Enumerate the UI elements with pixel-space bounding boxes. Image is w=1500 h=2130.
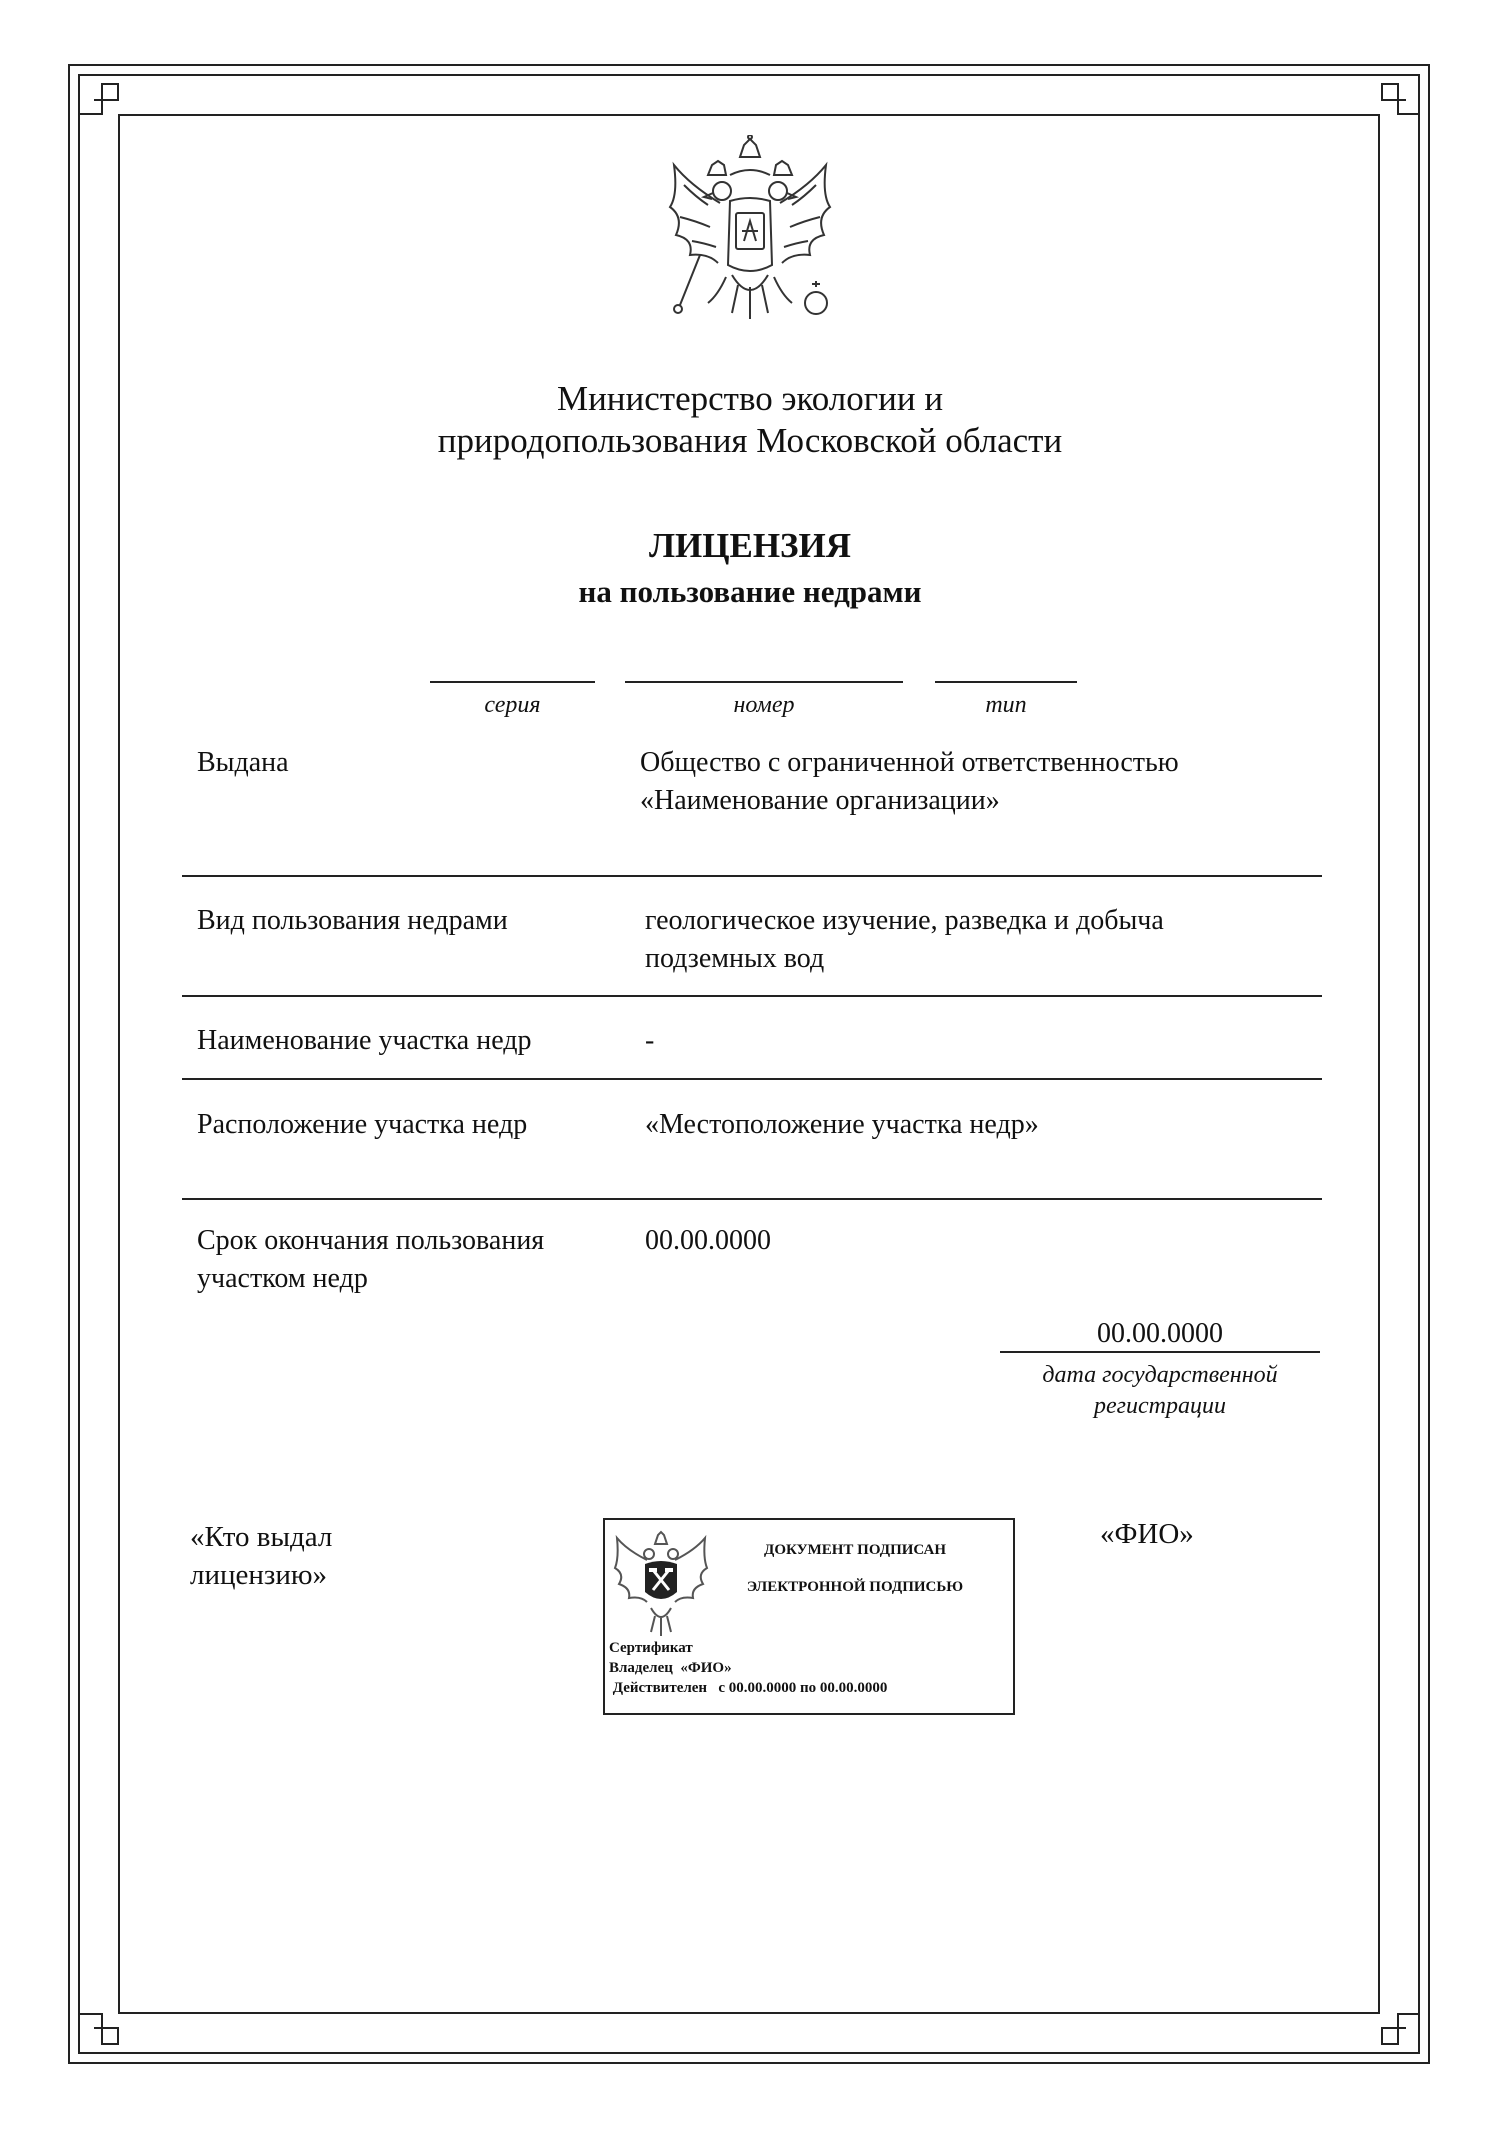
signer-name: «ФИО» — [1100, 1518, 1194, 1550]
row-divider — [182, 995, 1322, 997]
registration-caption-line-2: регистрации — [1094, 1393, 1226, 1419]
end-date-label-line-2: участком недр — [197, 1263, 368, 1294]
number-field-line — [625, 681, 903, 683]
issuer-line-2: лицензию» — [190, 1559, 328, 1591]
row-divider — [182, 875, 1322, 877]
site-location-value: «Местоположение участка недр» — [645, 1109, 1039, 1140]
coat-of-arms-hammers-icon — [611, 1530, 711, 1640]
stamp-validity: Действителен с 00.00.0000 по 00.00.0000 — [609, 1680, 888, 1696]
series-caption: серия — [484, 692, 541, 718]
end-date-value: 00.00.0000 — [645, 1225, 771, 1256]
site-name-value: - — [645, 1025, 655, 1056]
registration-date: 00.00.0000 — [1097, 1318, 1223, 1349]
use-type-label: Вид пользования недрами — [197, 905, 508, 936]
use-type-value — [645, 902, 1345, 978]
ministry-name — [300, 378, 1200, 462]
site-name-label: Наименование участка недр — [197, 1025, 532, 1056]
stamp-heading-line-1: ДОКУМЕНТ ПОДПИСАН — [764, 1542, 946, 1558]
corner-ornament-top-left — [80, 76, 132, 128]
registration-caption-line-1: дата государственной — [1042, 1362, 1278, 1388]
license-title: ЛИЦЕНЗИЯ — [648, 526, 852, 565]
issuer-name — [190, 1518, 440, 1594]
stamp-owner: Владелец «ФИО» — [609, 1660, 732, 1676]
row-divider — [182, 1198, 1322, 1200]
issued-to-line-1: Общество с ограниченной ответственностью — [640, 747, 1179, 778]
type-field-line — [935, 681, 1077, 683]
registration-date-line — [1000, 1351, 1320, 1353]
issuer-line-1: «Кто выдал — [190, 1521, 333, 1553]
series-field-line — [430, 681, 595, 683]
license-subtitle: на пользование недрами — [578, 574, 922, 609]
issued-to-value — [640, 744, 1340, 820]
stamp-certificate: Сертификат — [609, 1640, 693, 1656]
end-date-label-line-1: Срок окончания пользования — [197, 1225, 545, 1256]
registration-caption — [1000, 1360, 1320, 1422]
corner-ornament-bottom-left — [80, 2000, 132, 2052]
corner-ornament-top-right — [1368, 76, 1420, 128]
row-divider — [182, 1078, 1322, 1080]
russian-coat-of-arms-icon — [660, 135, 840, 335]
electronic-signature-stamp — [603, 1518, 1015, 1715]
issued-to-label: Выдана — [197, 747, 289, 778]
issued-to-line-2: «Наименование организации» — [640, 785, 1000, 816]
end-date-label — [197, 1222, 647, 1298]
stamp-heading-line-2: ЭЛЕКТРОННОЙ ПОДПИСЬЮ — [746, 1579, 964, 1595]
use-type-line-1: геологическое изучение, разведка и добыча — [645, 905, 1164, 936]
site-location-label: Расположение участка недр — [197, 1109, 528, 1140]
use-type-line-2: подземных вод — [645, 943, 825, 974]
ministry-name-line-1: Министерство экологии и — [556, 379, 944, 418]
corner-ornament-bottom-right — [1368, 2000, 1420, 2052]
ministry-name-line-2: природопользования Московской области — [437, 421, 1063, 460]
number-caption: номер — [733, 692, 795, 718]
type-caption: тип — [985, 692, 1027, 718]
